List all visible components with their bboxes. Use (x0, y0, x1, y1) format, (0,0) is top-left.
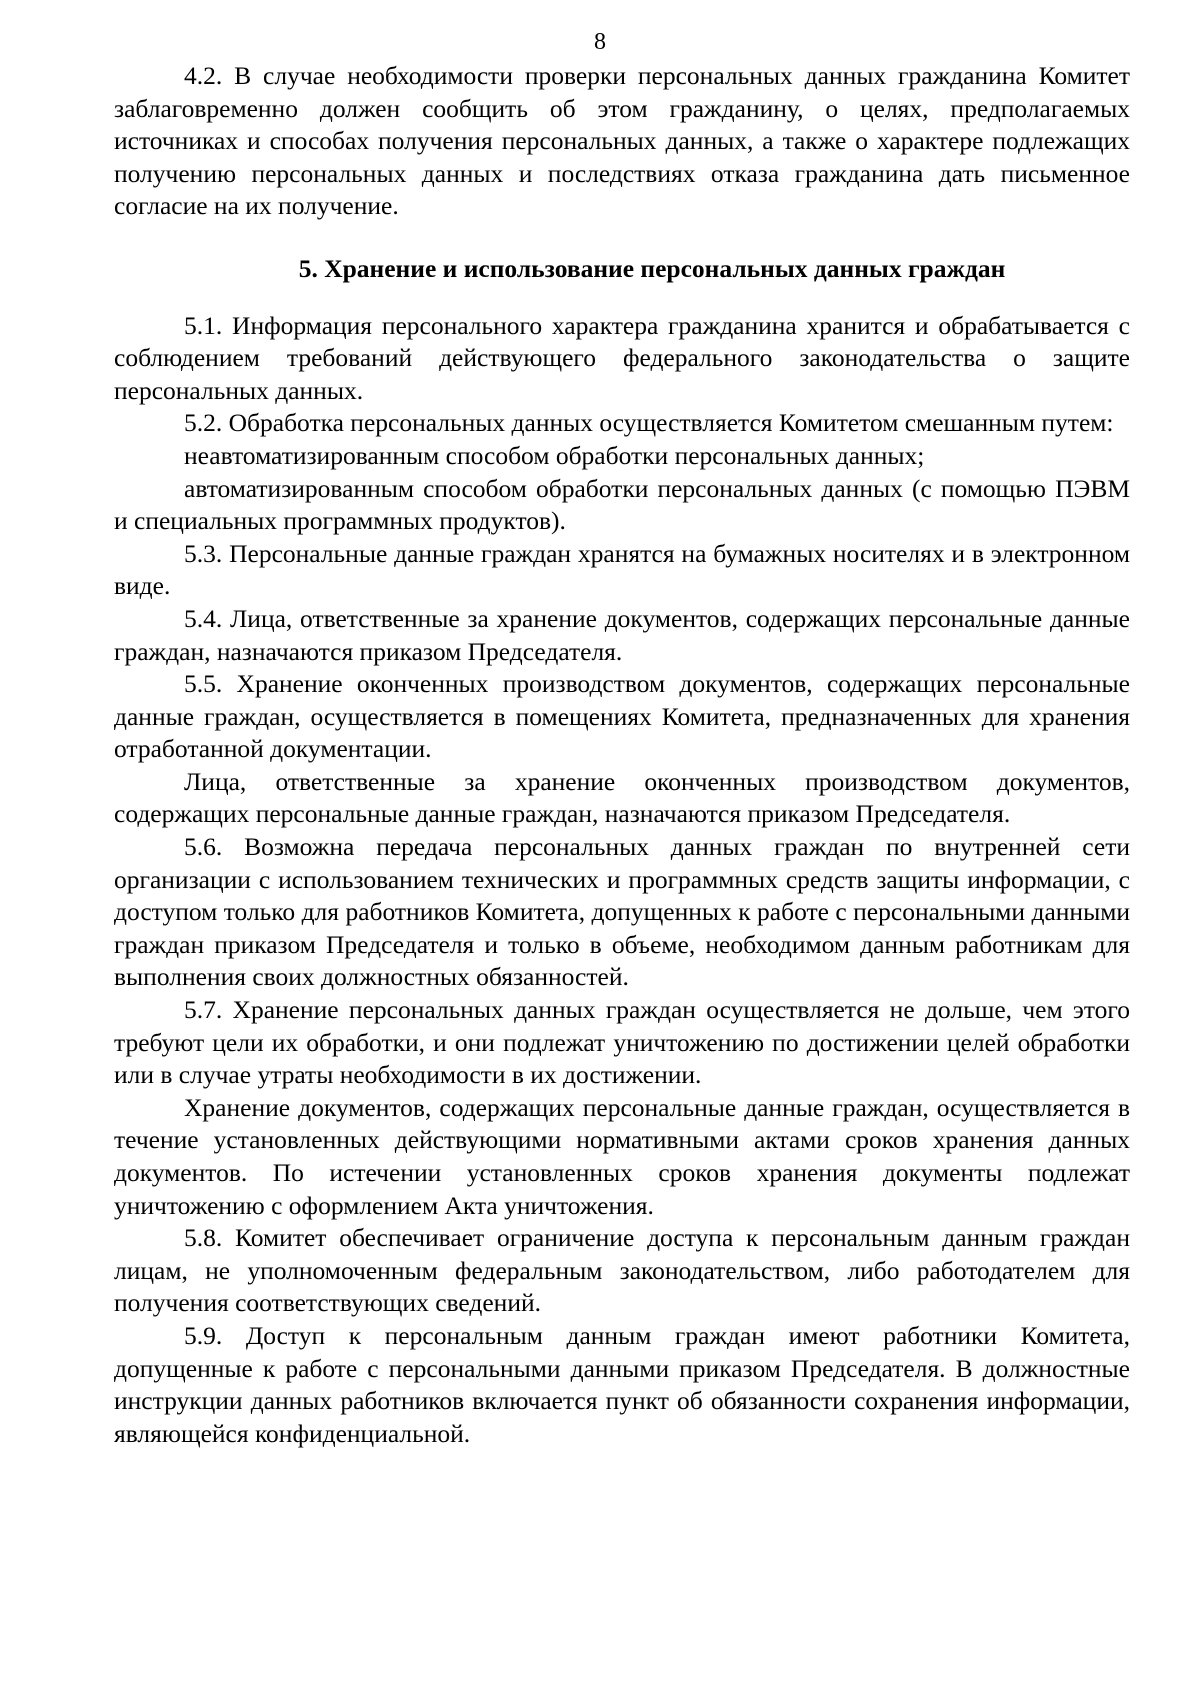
list-item-automated-processing: автоматизированным способом обработки персональных данных (с помощью ПЭВМ и специальных программных продуктов). (114, 473, 1130, 536)
document-body (114, 60, 1130, 1450)
paragraph-5-7-continued: Хранение документов, содержащих персональные данные граждан, осуществляется в течение установленных действующими нормативными актами сроков хранения данных документов. По истечении установленных сроков хранения документы подлежат уничтожению с оформлением Акта уничтожения. (114, 1092, 1130, 1220)
paragraph-5-5-continued: Лица, ответственные за хранение оконченных производством документов, содержащих персональные данные граждан, назначаются приказом Председателя. (114, 766, 1130, 829)
paragraph-5-1: 5.1. Информация персонального характера гражданина хранится и обрабатывается с соблюдением требований действующего федерального законодательства о защите персональных данных. (114, 310, 1130, 405)
paragraph-5-6: 5.6. Возможна передача персональных данных граждан по внутренней сети организации с использованием технических и программных средств защиты информации, с доступом только для работников Комитета, допущенных к работе с персональными данными граждан приказом Председателя и только в объеме, необходимом данным работникам для выполнения своих должностных обязанностей. (114, 832, 1130, 992)
paragraph-5-5: 5.5. Хранение оконченных производством документов, содержащих персональные данные граждан, осуществляется в помещениях Комитета, предназначенных для хранения отработанной документации. (114, 669, 1130, 764)
paragraph-5-4: 5.4. Лица, ответственные за хранение документов, содержащих персональные данные граждан, назначаются приказом Председателя. (114, 603, 1130, 666)
page-number: 8 (594, 29, 606, 55)
paragraph-4-2: 4.2. В случае необходимости проверки персональных данных гражданина Комитет заблаговременно должен сообщить об этом гражданину, о целях, предполагаемых источниках и способах получения персональных данных, а также о характере подлежащих получению персональных данных и последствиях отказа гражданина дать письменное согласие на их получение. (114, 61, 1130, 221)
paragraph-5-9: 5.9. Доступ к персональным данным граждан имеют работники Комитета, допущенные к работе с персональными данными приказом Председателя. В должностные инструкции данных работников включается пункт об обязанности сохранения информации, являющейся конфиденциальной. (114, 1320, 1130, 1448)
paragraph-5-3: 5.3. Персональные данные граждан хранятся на бумажных носителях и в электронном виде. (114, 538, 1130, 601)
paragraph-5-7: 5.7. Хранение персональных данных граждан осуществляется не дольше, чем этого требуют цели их обработки, и они подлежат уничтожению по достижении целей обработки или в случае утраты необходимости в их достижении. (114, 995, 1130, 1090)
section-title: 5. Хранение и использование персональных данных граждан (298, 253, 1006, 283)
paragraph-5-2: 5.2. Обработка персональных данных осуществляется Комитетом смешанным путем: (184, 408, 1114, 438)
list-item-manual-processing: неавтоматизированным способом обработки персональных данных; (184, 440, 925, 470)
paragraph-5-8: 5.8. Комитет обеспечивает ограничение доступа к персональным данным граждан лицам, не уполномоченным федеральным законодательством, либо работодателем для получения соответствующих сведений. (114, 1223, 1130, 1318)
